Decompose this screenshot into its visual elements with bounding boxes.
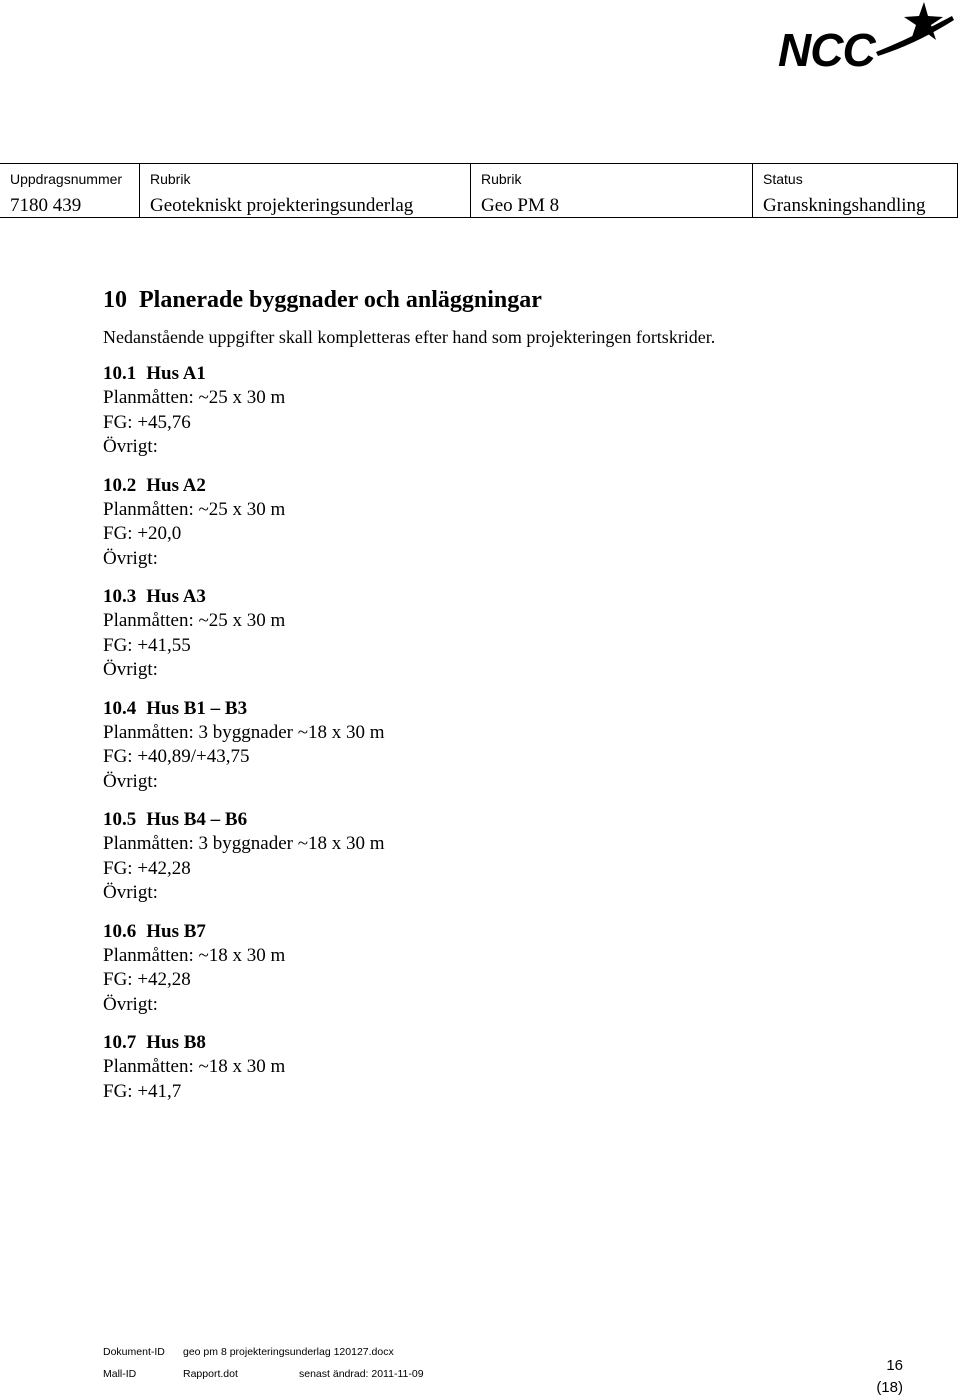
intro-paragraph: Nedanstående uppgifter skall kompletteras efter hand som projekteringen fortskrider. (103, 327, 716, 347)
subsection-line: Övrigt: (103, 547, 158, 569)
header-cell-title (140, 164, 471, 217)
header-value: 7180 439 (10, 195, 82, 216)
subsection-line: Övrigt: (103, 882, 158, 903)
footer-docid-value: geo pm 8 projekteringsunderlag 120127.docx (183, 1346, 394, 1358)
subsection-line: FG: +45,76 (103, 411, 191, 433)
heading-title: Planerade byggnader och anläggningar (139, 287, 542, 313)
document-body (103, 284, 903, 1104)
subsection-number: 10.4 (103, 697, 137, 719)
footer-modified: senast ändrad: 2011-11-09 (299, 1368, 424, 1380)
heading-number: 10 (103, 287, 127, 313)
subsection-heading (103, 474, 903, 498)
subsection (103, 920, 903, 1018)
header-label: Uppdragsnummer (10, 171, 123, 187)
header-label: Rubrik (481, 171, 522, 187)
subsection-number: 10.7 (103, 1032, 137, 1053)
subsection (103, 697, 903, 795)
document-header-table (0, 163, 958, 218)
header-cell-subtitle (471, 164, 753, 217)
header-value: Granskningshandling (763, 195, 926, 216)
subsection-heading (103, 808, 903, 832)
subsection-line: Planmåtten: 3 byggnader ~18 x 30 m (103, 833, 385, 854)
footer-template-label: Mall-ID (103, 1368, 137, 1380)
subsection-line: Planmåtten: ~25 x 30 m (103, 610, 286, 631)
subsection-heading (103, 362, 903, 386)
subsection-line: Övrigt: (103, 436, 158, 457)
subsection-line: FG: +42,28 (103, 969, 191, 990)
subsection-heading (103, 920, 903, 944)
subsection-line: Övrigt: (103, 659, 158, 680)
subsection-number: 10.6 (103, 920, 137, 942)
subsection (103, 1031, 903, 1104)
subsections-list (103, 362, 903, 1104)
header-cell-assignment (0, 164, 140, 217)
subsection-number: 10.5 (103, 809, 137, 830)
subsection-title: Hus A3 (146, 586, 206, 607)
subsection (103, 362, 903, 460)
document-footer (103, 1335, 903, 1395)
subsection (103, 474, 903, 572)
header-value: Geotekniskt projekteringsunderlag (150, 195, 414, 216)
subsection (103, 585, 903, 683)
subsection-number: 10.1 (103, 363, 137, 384)
header-label: Status (763, 171, 803, 187)
subsection-line: Övrigt: (103, 993, 158, 1015)
subsection-line: Planmåtten: ~25 x 30 m (103, 498, 286, 520)
page-total: (18) (876, 1379, 903, 1396)
header-label: Rubrik (150, 171, 191, 187)
logo-text: NCC (778, 24, 875, 76)
subsection (103, 808, 903, 906)
subsection-number: 10.2 (103, 474, 137, 496)
subsection-line: FG: +41,55 (103, 634, 191, 656)
section-heading (103, 284, 903, 316)
subsection-heading (103, 1031, 903, 1055)
subsection-title: Hus B4 – B6 (146, 809, 248, 830)
subsection-title: Hus A1 (146, 363, 206, 384)
subsection-line: Planmåtten: 3 byggnader ~18 x 30 m (103, 721, 385, 743)
subsection-heading (103, 697, 903, 721)
subsection-title: Hus B7 (146, 920, 206, 942)
subsection-title: Hus A2 (146, 474, 206, 496)
subsection-line: Planmåtten: ~18 x 30 m (103, 1056, 286, 1077)
header-cell-status (753, 164, 958, 217)
subsection-title: Hus B1 – B3 (146, 697, 248, 719)
footer-docid-label: Dokument-ID (103, 1346, 165, 1358)
page-number: 16 (886, 1357, 903, 1374)
subsection-number: 10.3 (103, 586, 137, 607)
subsection-line: FG: +40,89/+43,75 (103, 746, 250, 767)
footer-template-value: Rapport.dot (183, 1368, 238, 1380)
subsection-line: Övrigt: (103, 770, 158, 792)
subsection-title: Hus B8 (146, 1032, 206, 1053)
ncc-logo (776, 0, 956, 80)
subsection-line: FG: +41,7 (103, 1080, 182, 1102)
subsection-line: Planmåtten: ~18 x 30 m (103, 944, 286, 966)
subsection-line: FG: +20,0 (103, 523, 182, 544)
subsection-line: FG: +42,28 (103, 857, 191, 879)
subsection-heading (103, 585, 903, 609)
header-value: Geo PM 8 (481, 195, 560, 216)
subsection-line: Planmåtten: ~25 x 30 m (103, 387, 286, 408)
